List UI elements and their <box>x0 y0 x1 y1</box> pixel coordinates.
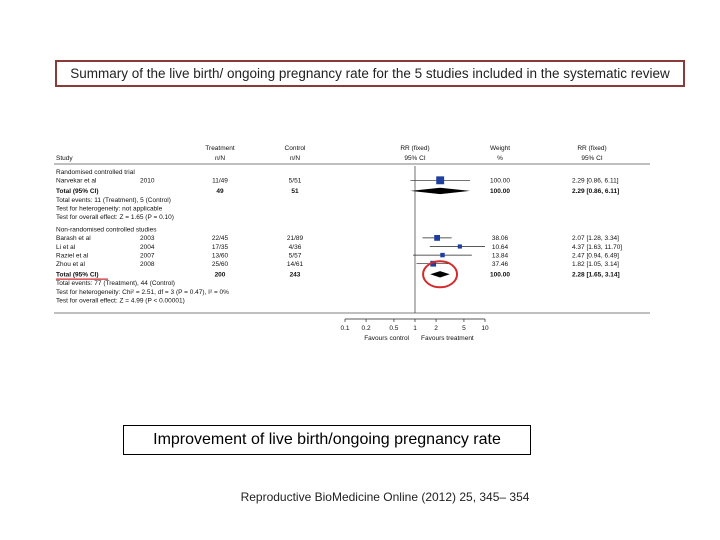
x-tick-label: 2 <box>434 325 438 332</box>
study-year: 2008 <box>140 261 155 268</box>
study-name: Raziel et al <box>56 252 89 260</box>
study-control: 4/36 <box>288 243 302 251</box>
study-control: 5/57 <box>288 252 302 260</box>
study-year: 2003 <box>140 235 155 243</box>
header-rr-ci: 95% CI <box>404 155 426 162</box>
study-control: 14/61 <box>286 261 304 268</box>
study-year: 2004 <box>140 243 155 251</box>
effect-square <box>440 253 444 257</box>
subgroup-note: Test for overall effect: Z = 4.99 (P < 0.00001) <box>56 297 185 305</box>
study-rr-ci: 4.37 [1.63, 11.70] <box>572 243 623 251</box>
study-weight: 13.84 <box>491 252 509 260</box>
effect-square <box>434 235 440 241</box>
study-name: Zhou et al <box>56 261 85 268</box>
study-name: Barash et al <box>56 235 91 243</box>
header-control-unit: n/N <box>289 155 301 162</box>
study-treatment: 11/49 <box>212 177 228 185</box>
favours-control-label: Favours control <box>364 335 409 342</box>
study-rr-ci: 2.29 [0.86, 6.11] <box>572 177 619 185</box>
forest-plot <box>50 138 670 388</box>
pooled-diamond <box>410 188 470 194</box>
header-rr-fixed: RR (fixed) <box>577 145 607 152</box>
x-tick-label: 0.5 <box>389 325 399 332</box>
x-tick-label: 0.2 <box>361 325 371 332</box>
study-weight: 100.00 <box>490 177 510 185</box>
study-control: 21/89 <box>286 235 304 243</box>
study-treatment: 13/60 <box>211 252 229 260</box>
subgroup-note: Test for overall effect: Z = 1.65 (P = 0.10) <box>56 214 174 221</box>
study-treatment: 25/60 <box>211 261 229 268</box>
total-treatment: 200 <box>214 271 226 279</box>
total-rr-ci: 2.28 [1.65, 3.14] <box>572 271 620 279</box>
header-rr-fixed-ci: 95% CI <box>581 155 603 162</box>
study-name: Narvekar et al <box>56 177 97 185</box>
study-treatment: 17/35 <box>211 243 229 251</box>
header-weight: Weight <box>489 145 511 152</box>
total-rr-ci: 2.29 [0.86, 6.11] <box>572 188 620 196</box>
subgroup-note: Total events: 11 (Treatment), 5 (Control) <box>56 196 171 204</box>
x-tick-label: 5 <box>462 325 466 332</box>
header-control: Control <box>284 145 306 152</box>
study-rr-ci: 2.07 [1.28, 3.34] <box>572 235 619 243</box>
effect-square <box>436 176 444 184</box>
study-rr-ci: 1.82 [1.05, 3.14] <box>572 261 619 268</box>
pooled-diamond <box>430 271 450 277</box>
study-year: 2010 <box>140 177 155 185</box>
x-tick-label: 10 <box>481 325 489 332</box>
study-weight: 10.64 <box>491 243 509 251</box>
subgroup-note: Total events: 77 (Treatment), 44 (Control) <box>56 280 175 288</box>
total-label: Total (95% CI) <box>56 271 99 279</box>
study-weight: 37.46 <box>491 261 509 268</box>
citation: Reproductive BioMedicine Online (2012) 25, 345– 354 <box>240 490 530 504</box>
header-study: Study <box>56 155 73 162</box>
total-control: 51 <box>291 188 299 196</box>
callout-box: Improvement of live birth/ongoing pregnancy rate <box>123 425 531 455</box>
header-weight-unit: % <box>497 155 503 162</box>
effect-square <box>458 244 462 248</box>
header-rr: RR (fixed) <box>400 145 430 152</box>
subgroup-note: Test for heterogeneity: Chi² = 2.51, df = 3 (P = 0.47), I² = 0% <box>56 288 229 296</box>
header-treatment: Treatment <box>205 145 235 152</box>
study-name: Li et al <box>56 243 76 251</box>
x-tick-label: 0.1 <box>340 325 350 332</box>
header-treatment-unit: n/N <box>214 155 226 162</box>
subgroup-note: Test for heterogeneity: not applicable <box>56 205 163 213</box>
study-year: 2007 <box>140 252 155 260</box>
total-weight: 100.00 <box>490 271 510 279</box>
study-treatment: 22/45 <box>211 235 229 243</box>
total-label: Total (95% CI) <box>56 188 99 196</box>
subgroup-heading: Randomised controlled trial <box>56 169 135 176</box>
x-tick-label: 1 <box>413 325 417 332</box>
total-treatment: 49 <box>216 188 224 196</box>
subgroup-heading: Non-randomised controlled studies <box>56 226 157 234</box>
study-rr-ci: 2.47 [0.94, 6.49] <box>572 252 619 260</box>
favours-treatment-label: Favours treatment <box>421 335 474 342</box>
study-control: 5/51 <box>288 177 302 185</box>
slide-title: Summary of the live birth/ ongoing pregnancy rate for the 5 studies included in the systematic review <box>55 60 685 87</box>
total-control: 243 <box>289 271 301 279</box>
total-weight: 100.00 <box>490 188 510 196</box>
study-weight: 38.06 <box>491 235 509 243</box>
